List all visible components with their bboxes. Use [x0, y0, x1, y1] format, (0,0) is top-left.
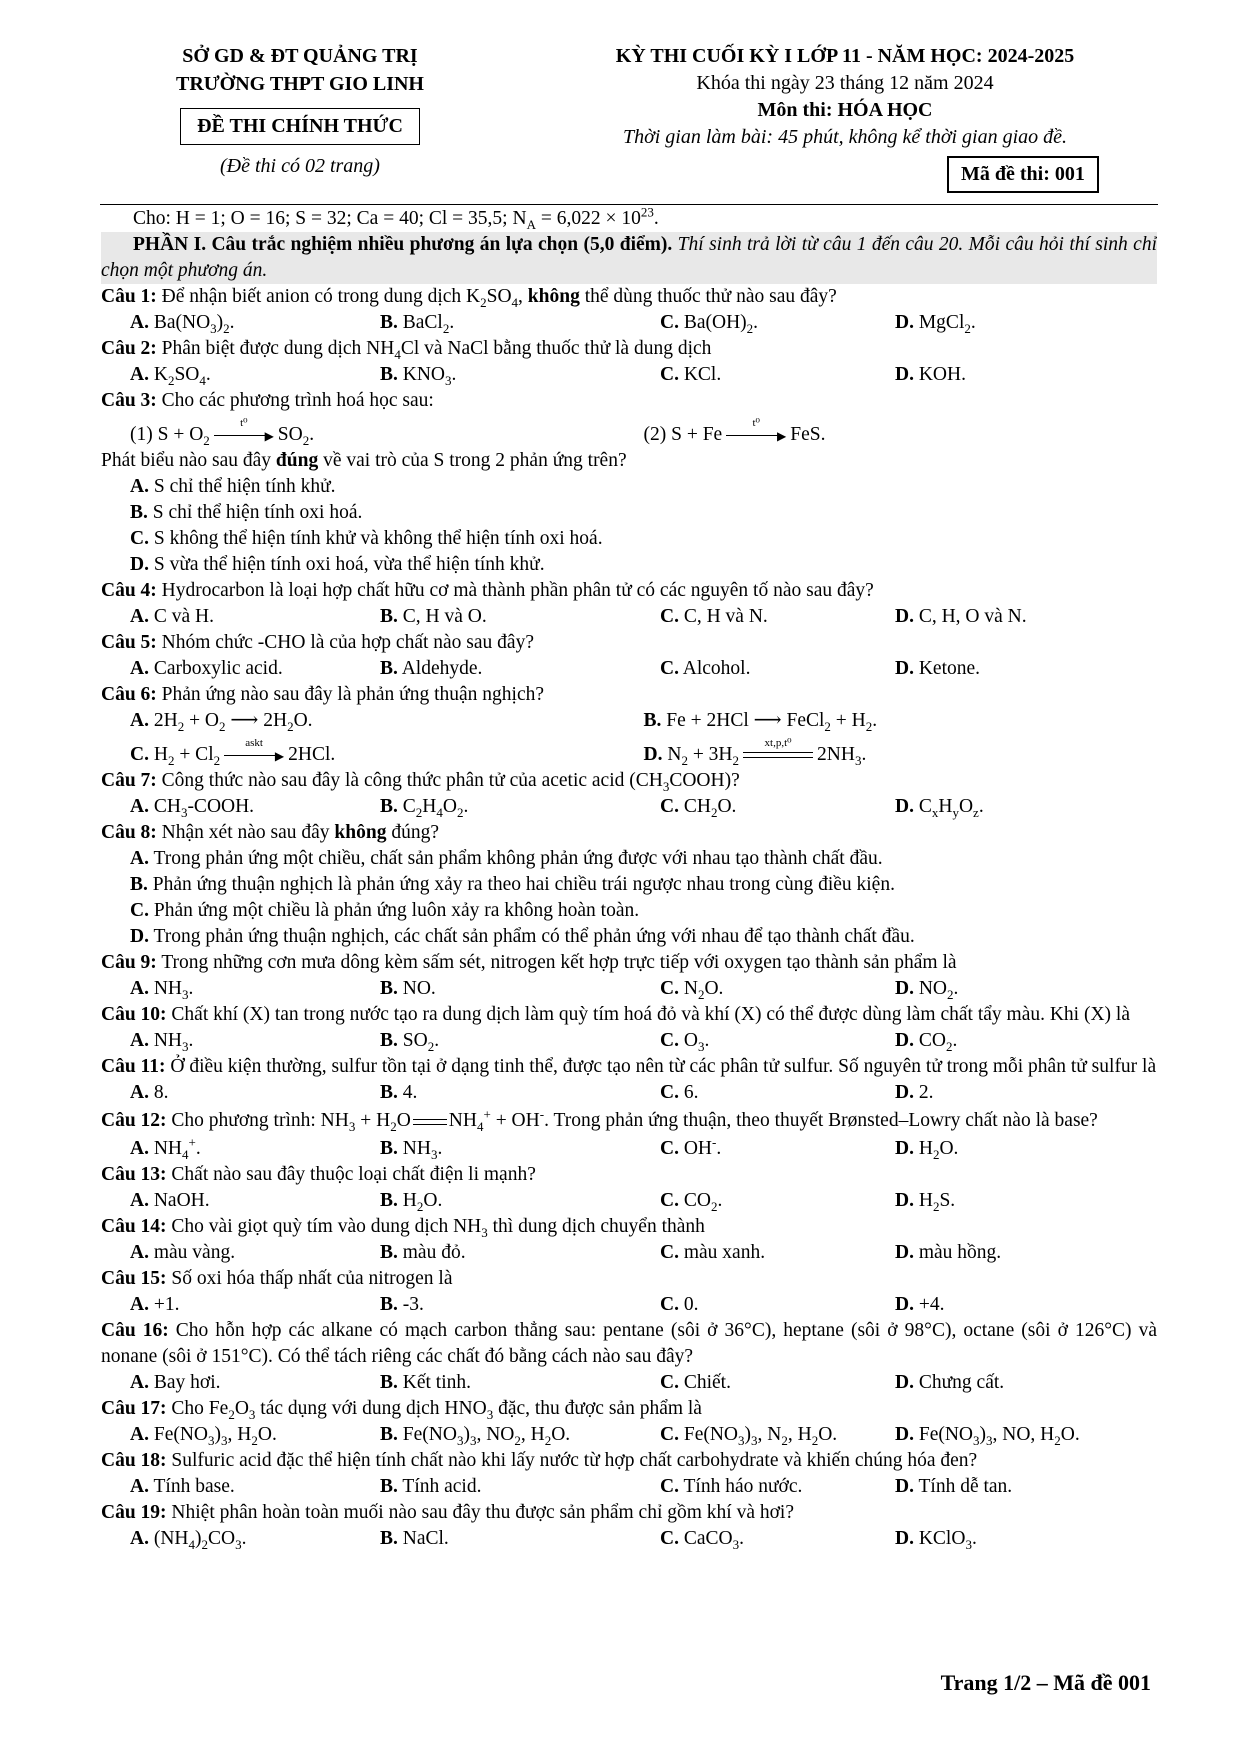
question-8: Câu 8: Nhận xét nào sau đây không đúng? [101, 822, 439, 843]
question-2: Câu 2: Phân biệt được dung dịch $NH_4Cl$ và NaCl bằng thuốc thử là dung dịch [101, 338, 712, 362]
question-3-option-b: B. S chỉ thể hiện tính oxi hoá. [130, 502, 363, 523]
question-12: Câu 12: Cho phương trình: $NH_3 + H_2O$ $NH_4^+ + OH^-$. Trong phản ứng thuận, theo thuyết Brønsted–Lowry chất nào là base? [101, 1106, 1098, 1134]
question-3: Câu 3: Cho các phương trình hoá học sau: [101, 390, 434, 411]
question-11: Câu 11: Ở điều kiện thường, sulfur tồn tại ở dạng tinh thể, được tạo nên từ các phân tử sulfur. Số nguyên tử trong mỗi phân tử sulfur là [101, 1056, 1157, 1077]
question-17: Câu 17: Cho $Fe_2O_3$ tác dụng với dung dịch $HNO_3$ đặc, thu được sản phẩm là [101, 1398, 702, 1422]
part-1-heading: PHẦN I. Câu trắc nghiệm nhiều phương án lựa chọn (5,0 điểm). Thí sinh trả lời từ câu 1 đến câu 20. Mỗi câu hỏi thí sinh chỉ chọn một phương án. [101, 232, 1157, 284]
header-right [545, 42, 1145, 150]
question-1: Câu 1: Để nhận biết anion có trong dung dịch $K_2SO_4$, không thể dùng thuốc thử nào sau đây? [101, 286, 837, 310]
question-3-option-a: A. S chỉ thể hiện tính khử. [130, 476, 336, 497]
question-18-options: A. Tính base. B. Tính acid. C. Tính háo nước. D. Tính dễ tan. [130, 1476, 1013, 1497]
exam-content [101, 206, 1157, 1552]
official-exam-box: ĐỀ THI CHÍNH THỨC [180, 108, 420, 145]
exam-time: Thời gian làm bài: 45 phút, không kể thời gian giao đề. [622, 126, 1068, 148]
question-1-options: A. $Ba(NO_3)_2$. B. BaCl$_2$. C. $Ba(OH)_2$. D. MgCl$_2$. [130, 312, 976, 336]
question-3-option-d: D. S vừa thể hiện tính oxi hoá, vừa thể hiện tính khử. [130, 554, 545, 575]
question-18: Câu 18: Sulfuric acid đặc thể hiện tính chất nào khi lấy nước từ hợp chất carbohydrate và khiến chúng hóa đen? [101, 1450, 978, 1471]
exam-date: Khóa thi ngày 23 tháng 12 năm 2024 [696, 72, 994, 94]
question-6-options-cd: C. $H_2 + Cl_2$ askt ▶ 2HCl. D. $N_2 + 3H_2$ xt,p,t⁰ $2NH_3$. [130, 736, 867, 768]
school-name: TRƯỜNG THPT GIO LINH [175, 73, 424, 95]
question-15: Câu 15: Số oxi hóa thấp nhất của nitrogen là [101, 1268, 453, 1289]
question-16-options: A. Bay hơi. B. Kết tinh. C. Chiết. D. Chưng cất. [130, 1372, 1005, 1393]
exam-title: KỲ THI CUỐI KỲ I LỚP 11 - NĂM HỌC: 2024-2025 [615, 45, 1075, 67]
question-8-option-a: A. Trong phản ứng một chiều, chất sản phẩm không phản ứng được với nhau tạo thành chất đầu. [130, 848, 883, 869]
question-6-options-ab: A. $2H_2 + O_2$ ⟶ $2H_2O$. B. Fe + 2HCl ⟶ FeCl$_2$ + $H_2$. [130, 710, 878, 734]
given-constants: Cho: H = 1; O = 16; S = 32; Ca = 40; Cl = 35,5; $N_A = 6,022 \times 10^{23}$. [133, 204, 659, 232]
header-left [120, 42, 480, 178]
question-4-options: A. C và H. B. C, H và O. C. C, H và N. D. C, H, O và N. [130, 606, 1027, 627]
question-11-options: A. 8. B. 4. C. 6. D. 2. [130, 1082, 934, 1103]
question-9-options: A. $NH_3$. B. NO. C. $N_2O$. D. $NO_2$. [130, 978, 959, 1002]
pages-note: (Đề thi có 02 trang) [220, 155, 380, 177]
page-footer: Trang 1/2 – Mã đề 001 [940, 1670, 1151, 1695]
exam-subject: Môn thi: HÓA HỌC [757, 99, 933, 121]
question-17-options: A. $Fe(NO_3)_3$, $H_2O$. B. $Fe(NO_3)_3$, $NO_2$, $H_2O$. C. $Fe(NO_3)_3$, $N_2$, $H_2O$. D. $Fe(NO_3)_3$, NO, $H_2O$. [130, 1424, 1080, 1448]
question-6: Câu 6: Phản ứng nào sau đây là phản ứng thuận nghịch? [101, 684, 545, 705]
question-7-options: A. $CH_3$-COOH. B. $C_2H_4O_2$. C. $CH_2O$. D. $C_xH_yO_z$. [130, 796, 984, 820]
question-10: Câu 10: Chất khí (X) tan trong nước tạo ra dung dịch làm quỳ tím hoá đỏ và khí (X) có thể được dùng làm chất tẩy màu. Khi (X) là [101, 1004, 1130, 1025]
question-19-options: A. $(NH_4)_2CO_3$. B. NaCl. C. CaCO$_3$. D. KClO$_3$. [130, 1528, 977, 1552]
question-7: Câu 7: Công thức nào sau đây là công thức phân tử của acetic acid $(CH_3COOH)$? [101, 770, 740, 794]
question-4: Câu 4: Hydrocarbon là loại hợp chất hữu cơ mà thành phần phân tử có các nguyên tố nào sau đây? [101, 580, 874, 601]
question-14-options: A. màu vàng. B. màu đỏ. C. màu xanh. D. màu hồng. [130, 1242, 1002, 1263]
question-15-options: A. +1. B. -3. C. 0. D. +4. [130, 1294, 945, 1315]
question-5-options: A. Carboxylic acid. B. Aldehyde. C. Alcohol. D. Ketone. [130, 658, 981, 679]
question-10-options: A. $NH_3$. B. $SO_2$. C. $O_3$. D. $CO_2$. [130, 1030, 958, 1054]
question-16: Câu 16: Cho hỗn hợp các alkane có mạch carbon thẳng sau: pentane (sôi ở 36°C), heptane (sôi ở 98°C), octane (sôi ở 126°C) và nonane (sôi ở 151°C). Có thể tách riêng các chất đó bằng cách nào sau đây? [101, 1320, 1157, 1367]
question-3-option-c: C. S không thể hiện tính khử và không thể hiện tính oxi hoá. [130, 528, 603, 549]
question-3-stem: Phát biểu nào sau đây đúng về vai trò của S trong 2 phản ứng trên? [101, 450, 627, 471]
header-divider [100, 204, 1158, 205]
question-12-options: A. $NH_4^+$. B. $NH_3$. C. OH-. D. $H_2O$. [130, 1134, 959, 1162]
question-9: Câu 9: Trong những cơn mưa dông kèm sấm sét, nitrogen kết hợp trực tiếp với oxygen tạo thành sản phẩm là [101, 952, 957, 973]
exam-code-box: Mã đề thi: 001 [947, 156, 1099, 193]
question-2-options: A. $K_2SO_4$. B. $KNO_3$. C. KCl. D. KOH. [130, 364, 966, 388]
dept-name: SỞ GD & ĐT QUẢNG TRỊ [182, 45, 418, 67]
question-5: Câu 5: Nhóm chức -CHO là của hợp chất nào sau đây? [101, 632, 534, 653]
question-3-equations: (1) $S + O_2$ t⁰ ▶ $SO_2$. (2) S + Fe t⁰ ▶ FeS. [130, 416, 826, 448]
question-19: Câu 19: Nhiệt phân hoàn toàn muối nào sau đây thu được sản phẩm chỉ gồm khí và hơi? [101, 1502, 794, 1523]
question-13: Câu 13: Chất nào sau đây thuộc loại chất điện li mạnh? [101, 1164, 536, 1185]
question-8-option-d: D. Trong phản ứng thuận nghịch, các chất sản phẩm có thể phản ứng với nhau để tạo thành chất đầu. [130, 926, 915, 947]
question-14: Câu 14: Cho vài giọt quỳ tím vào dung dịch $NH_3$ thì dung dịch chuyển thành [101, 1216, 705, 1240]
question-13-options: A. NaOH. B. $H_2O$. C. $CO_2$. D. $H_2S$. [130, 1190, 956, 1214]
question-8-option-c: C. Phản ứng một chiều là phản ứng luôn xảy ra không hoàn toàn. [130, 900, 640, 921]
question-8-option-b: B. Phản ứng thuận nghịch là phản ứng xảy ra theo hai chiều trái ngược nhau trong cùng điều kiện. [130, 874, 895, 895]
